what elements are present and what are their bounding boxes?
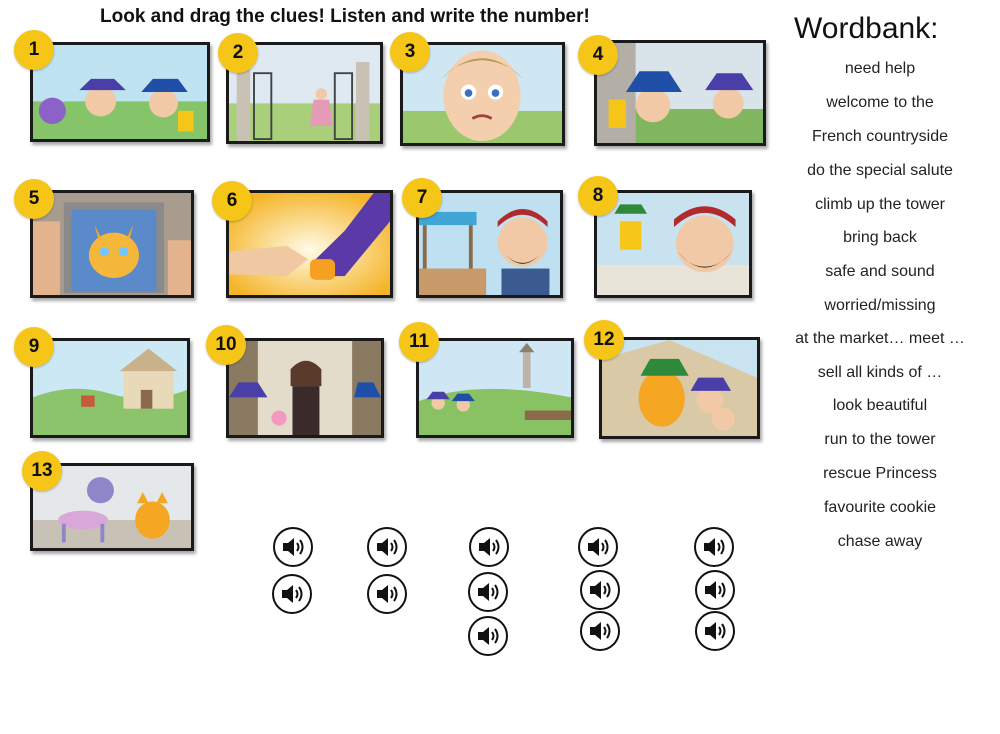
panel-number-5: 5 xyxy=(14,179,54,219)
panel-number-11: 11 xyxy=(399,322,439,362)
audio-play-button[interactable] xyxy=(695,611,735,651)
wordbank-item[interactable]: do the special salute xyxy=(807,162,953,179)
panel-number-13: 13 xyxy=(22,451,62,491)
panel-number-1: 1 xyxy=(14,30,54,70)
audio-play-button[interactable] xyxy=(367,527,407,567)
wordbank-item[interactable]: at the market… meet … xyxy=(795,330,965,347)
picture-panel-12 xyxy=(599,337,760,439)
speaker-icon xyxy=(374,534,400,560)
panel-number-2: 2 xyxy=(218,33,258,73)
wordbank-item[interactable]: chase away xyxy=(837,533,923,550)
picture-panel-8 xyxy=(594,190,752,298)
wordbank-item[interactable]: rescue Princess xyxy=(823,465,937,482)
wordbank-item[interactable]: welcome to the xyxy=(826,94,934,111)
panel-number-7: 7 xyxy=(402,178,442,218)
panel-number-9: 9 xyxy=(14,327,54,367)
panel-number-3: 3 xyxy=(390,32,430,72)
audio-play-button[interactable] xyxy=(272,574,312,614)
speaker-icon xyxy=(702,577,728,603)
wordbank-item[interactable]: run to the tower xyxy=(824,431,936,448)
picture-panel-1 xyxy=(30,42,210,142)
speaker-icon xyxy=(585,534,611,560)
picture-panel-5 xyxy=(30,190,194,298)
picture-panel-9 xyxy=(30,338,190,438)
panel-number-8: 8 xyxy=(578,176,618,216)
panel-number-6: 6 xyxy=(212,181,252,221)
audio-play-button[interactable] xyxy=(468,616,508,656)
audio-play-button[interactable] xyxy=(578,527,618,567)
audio-play-button[interactable] xyxy=(580,570,620,610)
audio-play-button[interactable] xyxy=(469,527,509,567)
speaker-icon xyxy=(701,534,727,560)
speaker-icon xyxy=(475,623,501,649)
wordbank-item[interactable]: sell all kinds of … xyxy=(817,364,943,381)
speaker-icon xyxy=(280,534,306,560)
speaker-icon xyxy=(374,581,400,607)
picture-panel-11 xyxy=(416,338,574,438)
wordbank-item[interactable]: need help xyxy=(844,60,916,77)
panel-number-10: 10 xyxy=(206,325,246,365)
wordbank-item[interactable]: bring back xyxy=(843,229,917,246)
audio-play-button[interactable] xyxy=(580,611,620,651)
wordbank-item[interactable]: climb up the tower xyxy=(815,196,945,213)
wordbank-title: Wordbank: xyxy=(794,12,939,45)
panel-number-4: 4 xyxy=(578,35,618,75)
page-title: Look and drag the clues! Listen and write the number! xyxy=(100,6,590,27)
wordbank-item[interactable]: favourite cookie xyxy=(823,499,937,516)
picture-panel-4 xyxy=(594,40,766,146)
speaker-icon xyxy=(475,579,501,605)
audio-play-button[interactable] xyxy=(694,527,734,567)
audio-play-button[interactable] xyxy=(468,572,508,612)
wordbank-item[interactable]: worried/missing xyxy=(824,297,936,314)
picture-panel-10 xyxy=(226,338,384,438)
speaker-icon xyxy=(587,577,613,603)
audio-play-button[interactable] xyxy=(695,570,735,610)
audio-play-button[interactable] xyxy=(367,574,407,614)
wordbank-item[interactable]: safe and sound xyxy=(825,263,935,280)
wordbank-item[interactable]: French countryside xyxy=(811,128,949,145)
speaker-icon xyxy=(279,581,305,607)
speaker-icon xyxy=(587,618,613,644)
speaker-icon xyxy=(702,618,728,644)
panel-number-12: 12 xyxy=(584,320,624,360)
speaker-icon xyxy=(476,534,502,560)
audio-play-button[interactable] xyxy=(273,527,313,567)
wordbank-item[interactable]: look beautiful xyxy=(832,397,928,414)
